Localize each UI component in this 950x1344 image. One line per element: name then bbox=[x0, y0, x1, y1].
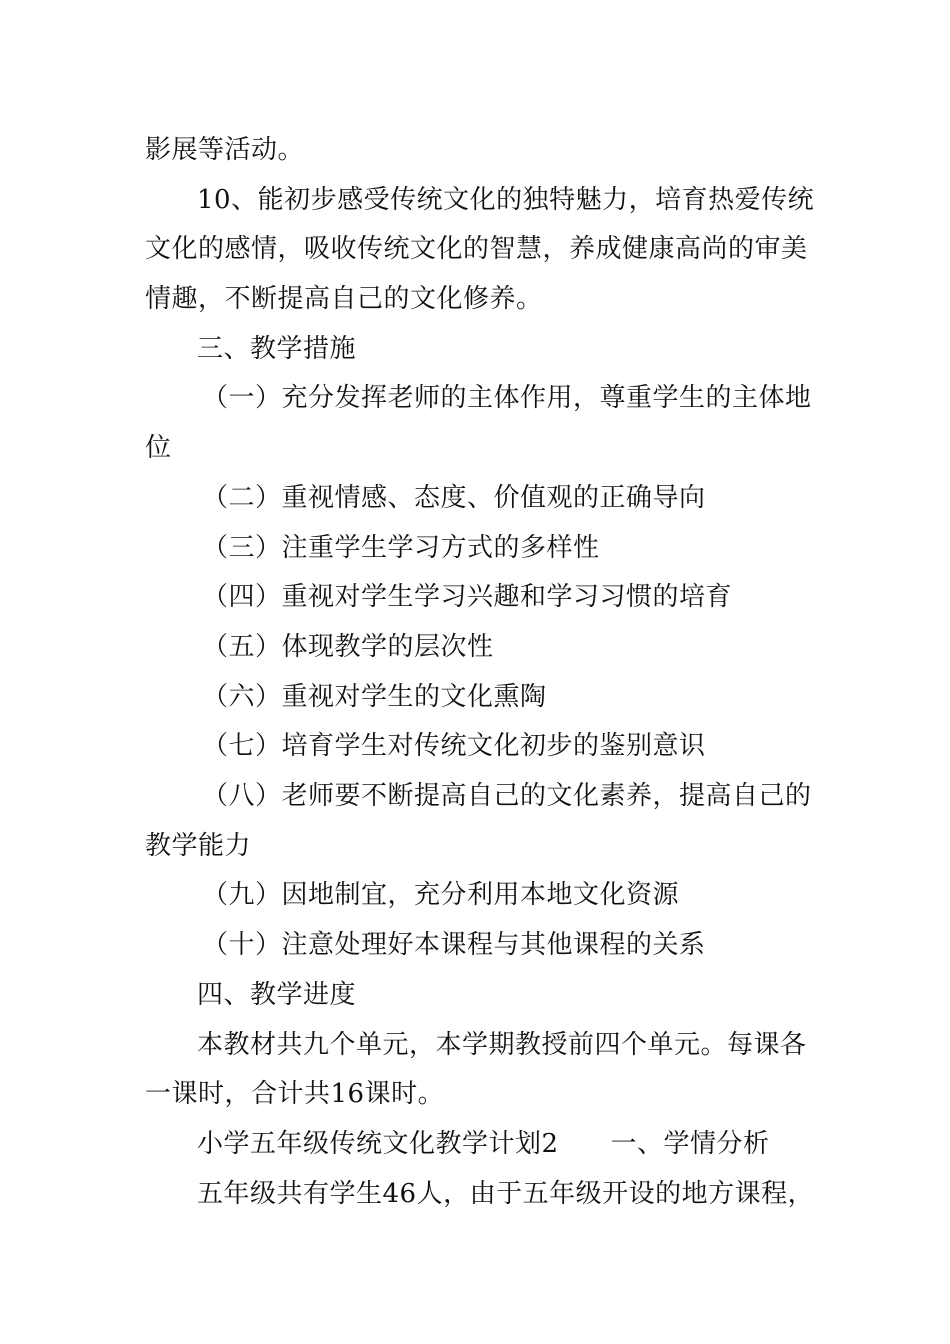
text-line: 情趣，不断提高自己的文化修养。 bbox=[145, 284, 543, 314]
text-line bbox=[197, 1128, 770, 1160]
list-item: （九）因地制宜，充分利用本地文化资源 bbox=[202, 880, 680, 910]
list-item: （一）充分发挥老师的主体作用，尊重学生的主体地 bbox=[202, 383, 812, 413]
list-item: （五）体现教学的层次性 bbox=[202, 632, 494, 662]
list-item: （二）重视情感、态度、价值观的正确导向 bbox=[202, 483, 706, 513]
section-heading: 四、教学进度 bbox=[197, 980, 357, 1010]
text-line: 文化的感情，吸收传统文化的智慧，养成健康高尚的审美 bbox=[145, 234, 808, 264]
list-item: （六）重视对学生的文化熏陶 bbox=[202, 682, 547, 712]
text-line: 10、能初步感受传统文化的独特魅力，培育热爱传统 bbox=[197, 185, 815, 215]
list-item: （七）培育学生对传统文化初步的鉴别意识 bbox=[202, 731, 706, 761]
list-item: （八）老师要不断提高自己的文化素养，提高自己的 bbox=[202, 781, 812, 811]
text-line: 五年级共有学生46人，由于五年级开设的地方课程， bbox=[197, 1179, 815, 1209]
list-item: （四）重视对学生学习兴趣和学习习惯的培育 bbox=[202, 582, 733, 612]
text-line: 位 bbox=[145, 433, 172, 463]
document-title: 小学五年级传统文化教学计划2 bbox=[197, 1129, 559, 1159]
text-line: 影展等活动。 bbox=[145, 135, 305, 165]
list-item: （三）注重学生学习方式的多样性 bbox=[202, 533, 600, 563]
section-heading: 三、教学措施 bbox=[197, 334, 357, 364]
text-line: 教学能力 bbox=[145, 831, 252, 861]
list-item: （十）注意处理好本课程与其他课程的关系 bbox=[202, 930, 706, 960]
text-line: 本教材共九个单元，本学期教授前四个单元。每课各 bbox=[197, 1030, 807, 1060]
section-heading: 一、学情分析 bbox=[610, 1129, 770, 1159]
text-line: 一课时，合计共16课时。 bbox=[145, 1079, 445, 1109]
